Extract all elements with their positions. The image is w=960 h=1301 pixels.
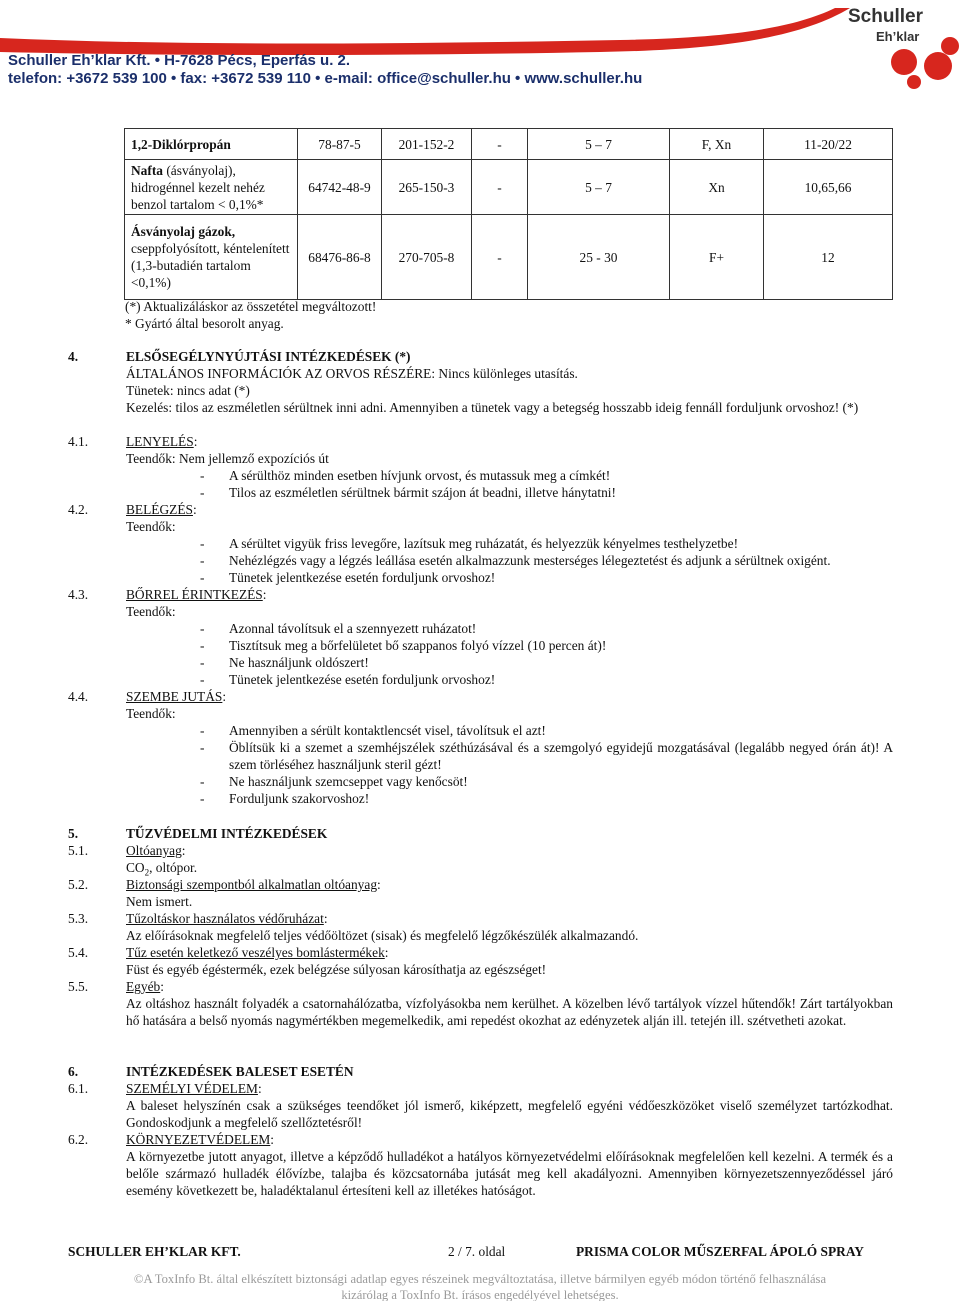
list-item: Tisztítsuk meg a bőrfelületet bő szappanos folyó vízzel (10 percen át)! [229,638,607,653]
cas-number: 68476-86-8 [298,215,382,300]
section-title: INTÉZKEDÉSEK BALESET ESETÉN [126,1064,354,1079]
company-contact: telefon: +3672 539 100 • fax: +3672 539 110 • e-mail: office@schuller.hu • www.schuller.hu [8,70,643,87]
extinguishing-media: $CO_2$, oltópor. [126,860,198,878]
subsection-title: Egyéb: [126,979,164,994]
list-item: Ne használjunk szemcseppet vagy kenőcsöt! [229,774,468,789]
ec-number: 265-150-3 [382,160,472,215]
actions-intro: Teendők: [126,706,176,721]
table-notes [125,298,376,332]
paragraph: A baleset helyszínén csak a szükséges teendőket jól ismerő, kiképzett, megfelelő egyéni védőeszközöket viselő személyzet tartózkodhat. Gondoskodjunk a megfelelő szellőztetésről! [126,1098,893,1130]
component-name: Nafta (ásványolaj), hidrogénnel kezelt nehéz benzol tartalom < 0,1%* [125,160,298,215]
ec-number: 201-152-2 [382,129,472,160]
company-address: Schuller Eh’klar Kft. • H-7628 Pécs, Eperfás u. 2. [8,52,351,69]
subsection-number: 4.1. [68,434,89,449]
subsection-number: 4.4. [68,689,89,704]
subsection-title: SZEMBE JUTÁS: [126,689,227,704]
list-item: Tilos az eszméletlen sérültnek bármit szájon át beadni, illetve hánytatni! [229,485,616,500]
paragraph: Az előírásoknak megfelelő teljes védőöltözet (sisak) és megfelelő légzőkészülék alkalmazandó. [126,928,639,943]
concentration: 5 – 7 [528,129,670,160]
subsection-title: BELÉGZÉS: [126,502,197,517]
concentration: 25 - 30 [528,215,670,300]
subsection-title: Tűz esetén keletkező veszélyes bomlástermékek: [126,945,389,960]
treatment: Kezelés: tilos az eszméletlen sérültnek inni adni. Amennyiben a tünetek vagy a betegség hosszabb ideig fennáll forduljunk orvoshoz! (*) [126,400,859,415]
general-info: ÁLTALÁNOS INFORMÁCIÓK AZ ORVOS RÉSZÉRE: Nincs különleges utasítás. [126,366,578,381]
table-row [125,215,893,300]
footer-company: SCHULLER EH’KLAR KFT. [68,1244,241,1259]
symptoms: Tünetek: nincs adat (*) [126,383,250,398]
section-number: 6. [68,1064,79,1079]
section-title: ELSŐSEGÉLYNYÚJTÁSI INTÉZKEDÉSEK (*) [126,349,411,364]
subsection-number: 5.4. [68,945,89,960]
hazard-symbol: F, Xn [670,129,764,160]
subsection-title: SZEMÉLYI VÉDELEM: [126,1081,262,1096]
actions-intro: Teendők: Nem jellemző expozíciós út [126,451,329,466]
subsection-number: 5.2. [68,877,89,892]
subsection-number: 6.2. [68,1132,89,1147]
list-item: Azonnal távolítsuk el a szennyezett ruházatot! [229,621,477,636]
cas-number: 64742-48-9 [298,160,382,215]
list-item: Forduljunk szakorvoshoz! [229,791,370,806]
subsection-title: BŐRREL ÉRINTKEZÉS: [126,587,267,602]
subsection-number: 5.3. [68,911,89,926]
r-phrases: 11-20/22 [764,129,893,160]
subsection-number: 4.3. [68,587,89,602]
r-phrases: 10,65,66 [764,160,893,215]
subsection-number: 6.1. [68,1081,89,1096]
logo-subtext: Eh’klar [876,29,920,44]
section-number: 5. [68,826,79,841]
subsection-title: LENYELÉS: [126,434,198,449]
list-item: A sérültet vigyük friss levegőre, lazítsuk meg ruházatát, és helyezzük kényelmes testhelyzetbe! [229,536,739,551]
list-item: Tünetek jelentkezése esetén forduljunk orvoshoz! [229,570,496,585]
section-title: TŰZVÉDELMI INTÉZKEDÉSEK [126,826,328,841]
list-item: Öblítsük ki a szemet a szemhéjszélek széthúzásával és a szemgolyó egyidejű mozgatásával (legalább negyed órán át)! A szem törléséhez használjunk steril gézt! [229,740,893,772]
composition-table [124,128,893,300]
list-item: Tünetek jelentkezése esetén forduljunk orvoshoz! [229,672,496,687]
subsection-title: Biztonsági szempontból alkalmatlan oltóanyag: [126,877,381,892]
list-item: Amennyiben a sérült kontaktlencsét visel, távolítsuk el azt! [229,723,546,738]
r-phrases: 12 [764,215,893,300]
hazard-symbol: Xn [670,160,764,215]
logo-text: Schuller [848,6,923,27]
index-number: - [472,129,528,160]
paragraph: Nem ismert. [126,894,193,909]
list-item: Ne használjunk oldószert! [229,655,369,670]
paragraph: Füst és egyéb égéstermék, ezek belégzése súlyosan károsíthatja az egészséget! [126,962,547,977]
hazard-symbol: F+ [670,215,764,300]
subsection-title: Oltóanyag: [126,843,186,858]
page-header [0,0,960,92]
paragraph: A környezetbe jutott anyagot, illetve a képződő hulladékot a hatályos környezetvédelmi előírásoknak megfelelően kell kezelni. A termék és a belőle származó hulladék élővízbe, talajba és közcsatornába jutását meg kell akadályozni. Amennyiben környezetszennyeződéssel járó esemény következett be, haladéktalanul értesíteni kell az illetékes hatóságot. [126,1149,893,1198]
copyright-notice: ©A ToxInfo Bt. által elkészített biztonsági adatlap egyes részeinek megváltoztatása, illetve bármilyen egyéb módon történő felhasználása kizárólag a ToxInfo Bt. írásos engedélyével lehetséges. [133,1272,827,1301]
ec-number: 270-705-8 [382,215,472,300]
product-name: PRISMA COLOR MŰSZERFAL ÁPOLÓ SPRAY [576,1244,864,1259]
note-manufacturer: * Gyártó által besorolt anyag. [125,316,284,331]
list-item: Nehézlégzés vagy a légzés leállása esetén alkalmazzunk mesterséges lélegeztetést és adjunk a sérültnek oxigént. [229,553,831,568]
component-name: Ásványolaj gázok, cseppfolyósított, kéntelenített (1,3-butadién tartalom <0,1%) [125,215,298,300]
index-number: - [472,160,528,215]
note-updated: (*) Aktualizáláskor az összetétel megváltozott! [125,299,377,314]
paragraph: Az oltáshoz használt folyadék a csatornahálózatba, vízfolyásokba nem kerülhet. A közelben lévő tartályok vízzel hűtendők! Zárt tartályokban hő hatására a belső nyomás nagymértékben megemelkedik, ami repedést okozhat az edényzetek alján ill. tetején ill. szétvetheti azokat. [126,996,893,1028]
page-number: 2 / 7. oldal [448,1244,506,1259]
concentration: 5 – 7 [528,160,670,215]
actions-intro: Teendők: [126,519,176,534]
subsection-title: Tűzoltáskor használatos védőruházat: [126,911,328,926]
subsection-number: 4.2. [68,502,89,517]
subsection-number: 5.5. [68,979,89,994]
section-number: 4. [68,349,79,364]
actions-intro: Teendők: [126,604,176,619]
table-row [125,160,893,215]
list-item: A sérülthöz minden esetben hívjunk orvost, és mutassuk meg a címkét! [229,468,611,483]
cas-number: 78-87-5 [298,129,382,160]
index-number: - [472,215,528,300]
component-name: 1,2-Diklórpropán [125,129,298,160]
subsection-title: KÖRNYEZETVÉDELEM: [126,1132,275,1147]
table-row [125,129,893,160]
subsection-number: 5.1. [68,843,89,858]
